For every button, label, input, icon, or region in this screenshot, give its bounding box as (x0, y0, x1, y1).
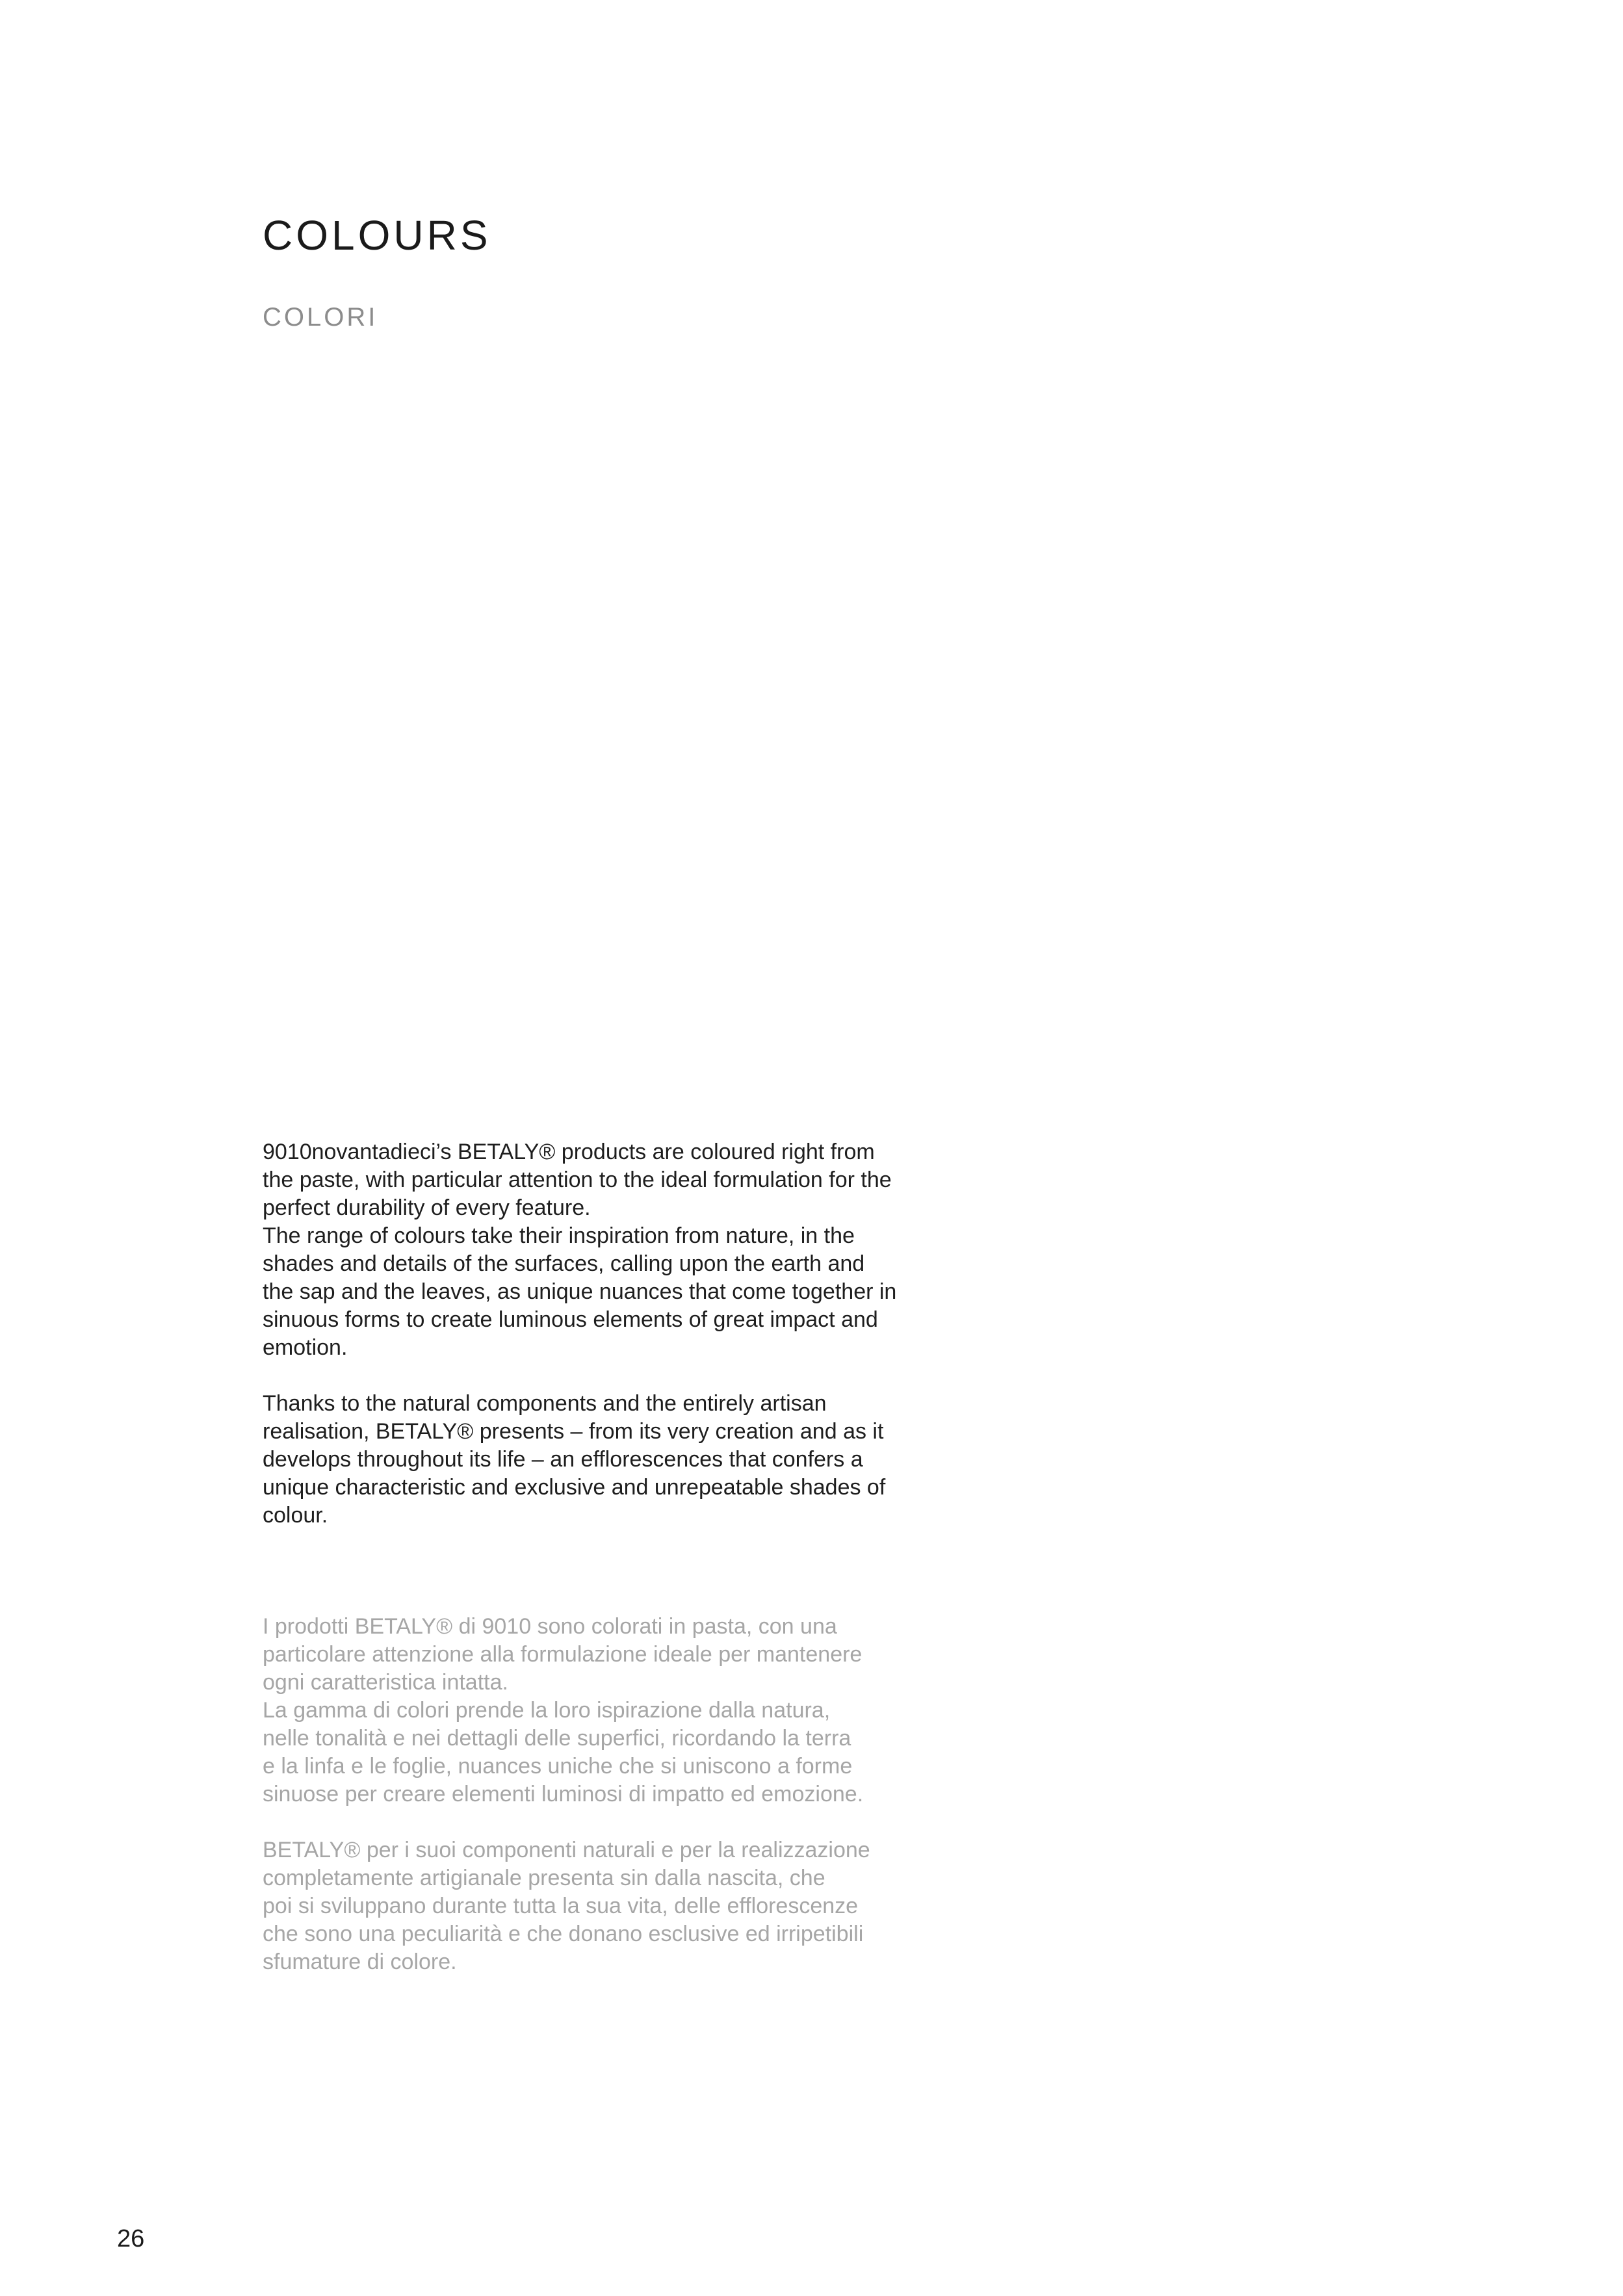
italian-paragraph-1: I prodotti BETALY® di 9010 sono colorati in pasta, con una particolare attenzione alla formulazione ideale per mantenere ogni caratteristica intatta. La gamma di colori prende la loro ispirazione dalla natura, nelle tonalità e nei dettagli delle superfici, ricordando la terra e la linfa e le foglie, nuances uniche che si uniscono a forme sinuose per creare elementi luminosi di impatto ed emozione. (263, 1614, 864, 1807)
english-text-block (263, 1138, 991, 1530)
italian-paragraph-2: BETALY® per i suoi componenti naturali e per la realizzazione completamente artigianale presenta sin dalla nascita, che poi si sviluppano durante tutta la sua vita, delle efflorescenze che sono una peculiarità e che donano esclusive ed irripetibili sfumature di colore. (263, 1838, 870, 1974)
page-subtitle: COLORI (263, 303, 378, 332)
page-number: 26 (117, 2225, 145, 2252)
italian-text-block (263, 1613, 991, 1976)
page-title: COLOURS (263, 212, 491, 259)
english-paragraph-2: Thanks to the natural components and the entirely artisan realisation, BETALY® presents – from its very creation and as it develops throughout its life – an efflorescences that confers a unique characteristic and exclusive and unrepeatable shades of colour. (263, 1391, 886, 1528)
english-paragraph-1: 9010novantadieci’s BETALY® products are coloured right from the paste, with particular attention to the ideal formulation for the perfect durability of every feature. The range of colours take their inspiration from nature, in the shades and details of the surfaces, calling upon the earth and the sap and the leaves, as unique nuances that come together in sinuous forms to create luminous elements of great impact and emotion. (263, 1140, 897, 1360)
